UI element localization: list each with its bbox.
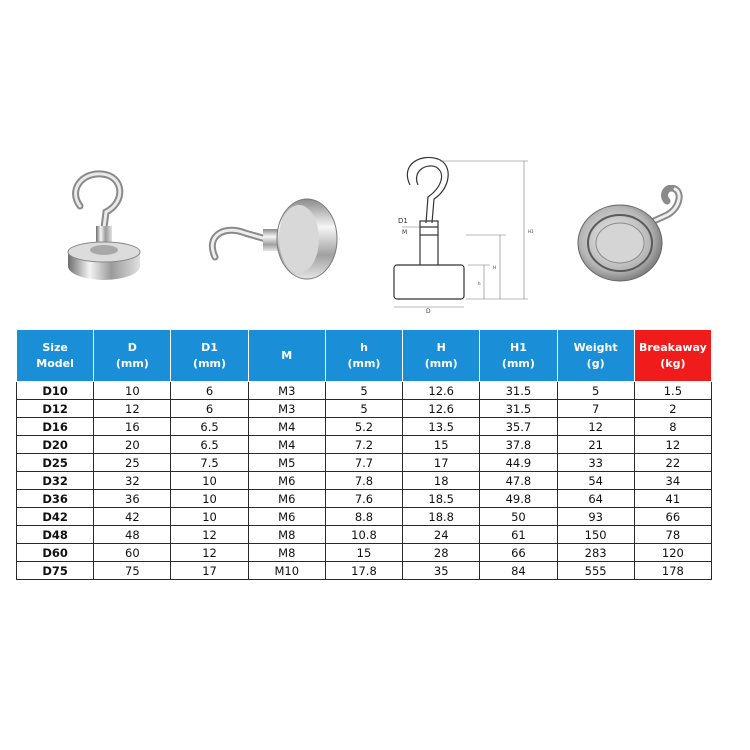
table-cell: 35 [403, 562, 480, 580]
table-cell: 178 [634, 562, 711, 580]
table-cell: 66 [634, 508, 711, 526]
table-cell: 17 [403, 454, 480, 472]
table-cell: M6 [248, 490, 325, 508]
table-row [17, 436, 712, 454]
table-cell: 17 [171, 562, 248, 580]
table-cell: 50 [480, 508, 557, 526]
table-cell-model: D25 [17, 454, 94, 472]
table-cell: 12.6 [403, 382, 480, 400]
table-header-row [17, 330, 712, 382]
product-images [0, 150, 750, 320]
table-cell: 42 [94, 508, 171, 526]
magnetic-hook-side-image [195, 175, 340, 290]
table-body [17, 382, 712, 580]
table-cell: 66 [480, 544, 557, 562]
drawing-label-d: D [426, 308, 431, 315]
table-row [17, 400, 712, 418]
table-row [17, 490, 712, 508]
table-cell: 13.5 [403, 418, 480, 436]
table-cell: M4 [248, 436, 325, 454]
table-cell: 18.8 [403, 508, 480, 526]
table-cell: 21 [557, 436, 634, 454]
table-cell: 283 [557, 544, 634, 562]
table-cell: 12 [171, 544, 248, 562]
table-cell: 25 [94, 454, 171, 472]
table-cell-model: D32 [17, 472, 94, 490]
table-cell: 60 [94, 544, 171, 562]
table-cell-model: D20 [17, 436, 94, 454]
header-d: D (mm) [94, 330, 171, 382]
table-cell: 7.6 [325, 490, 402, 508]
table-cell: 16 [94, 418, 171, 436]
table-cell: 32 [94, 472, 171, 490]
table-cell: 150 [557, 526, 634, 544]
header-h: h (mm) [325, 330, 402, 382]
table-cell: 31.5 [480, 400, 557, 418]
table-cell: 7.8 [325, 472, 402, 490]
header-h-upper: H (mm) [403, 330, 480, 382]
table-cell: 6 [171, 382, 248, 400]
table-cell: M10 [248, 562, 325, 580]
header-d1: D1 (mm) [171, 330, 248, 382]
table-cell: 48 [94, 526, 171, 544]
table-cell: 7 [557, 400, 634, 418]
table-cell: 84 [480, 562, 557, 580]
table-cell: 12 [634, 436, 711, 454]
table-cell: 8 [634, 418, 711, 436]
table-cell: 10 [171, 508, 248, 526]
table-row [17, 544, 712, 562]
table-cell-model: D36 [17, 490, 94, 508]
table-cell: 15 [325, 544, 402, 562]
table-cell-model: D12 [17, 400, 94, 418]
table-cell-model: D42 [17, 508, 94, 526]
table-cell: 17.8 [325, 562, 402, 580]
specification-table [16, 329, 712, 580]
table-cell: 7.2 [325, 436, 402, 454]
header-breakaway: Breakaway (kg) [634, 330, 711, 382]
table-cell: 28 [403, 544, 480, 562]
table-cell-model: D10 [17, 382, 94, 400]
table-row [17, 562, 712, 580]
table-cell: 41 [634, 490, 711, 508]
header-weight: Weight (g) [557, 330, 634, 382]
table-cell: 12 [171, 526, 248, 544]
table-cell: 7.7 [325, 454, 402, 472]
table-cell: 555 [557, 562, 634, 580]
table-cell-model: D16 [17, 418, 94, 436]
table-cell: 6.5 [171, 436, 248, 454]
table-cell: 54 [557, 472, 634, 490]
table-cell: 5.2 [325, 418, 402, 436]
table-cell: 33 [557, 454, 634, 472]
table-cell: 64 [557, 490, 634, 508]
table-cell: 1.5 [634, 382, 711, 400]
table-row [17, 382, 712, 400]
header-m: M [248, 330, 325, 382]
table-cell: 5 [557, 382, 634, 400]
table-cell: 120 [634, 544, 711, 562]
table-cell-model: D48 [17, 526, 94, 544]
table-cell: M5 [248, 454, 325, 472]
table-cell: M3 [248, 400, 325, 418]
table-cell: 22 [634, 454, 711, 472]
table-cell: 8.8 [325, 508, 402, 526]
table-cell: 5 [325, 400, 402, 418]
table-cell: M4 [248, 418, 325, 436]
table-cell: 6 [171, 400, 248, 418]
table-cell: 10 [171, 490, 248, 508]
table-cell: 78 [634, 526, 711, 544]
table-cell: M6 [248, 472, 325, 490]
table-cell: 35.7 [480, 418, 557, 436]
table-cell: M8 [248, 526, 325, 544]
magnetic-hook-front-image [50, 170, 160, 290]
table-cell-model: D75 [17, 562, 94, 580]
drawing-label-h1: H [493, 265, 497, 270]
table-row [17, 508, 712, 526]
drawing-label-h-total: H1 [528, 229, 534, 234]
table-cell: 36 [94, 490, 171, 508]
table-cell: 5 [325, 382, 402, 400]
table-cell: 15 [403, 436, 480, 454]
table-cell: 75 [94, 562, 171, 580]
table-cell: 10.8 [325, 526, 402, 544]
magnetic-hook-back-image [575, 185, 705, 285]
drawing-label-m: M [402, 229, 408, 236]
table-row [17, 526, 712, 544]
table-cell: 34 [634, 472, 711, 490]
dimension-drawing [380, 155, 540, 315]
table-cell: 7.5 [171, 454, 248, 472]
table-cell: M6 [248, 508, 325, 526]
table-cell: 20 [94, 436, 171, 454]
table-cell: 12.6 [403, 400, 480, 418]
table-cell: 10 [171, 472, 248, 490]
header-h1: H1 (mm) [480, 330, 557, 382]
header-size-model: Size Model [17, 330, 94, 382]
table-cell: 93 [557, 508, 634, 526]
table-cell: 31.5 [480, 382, 557, 400]
table-row [17, 418, 712, 436]
table-cell: 47.8 [480, 472, 557, 490]
table-row [17, 472, 712, 490]
table-cell: 2 [634, 400, 711, 418]
table-cell: M8 [248, 544, 325, 562]
table-cell: 6.5 [171, 418, 248, 436]
table-cell: 24 [403, 526, 480, 544]
table-cell: 18.5 [403, 490, 480, 508]
table-cell: 10 [94, 382, 171, 400]
table-cell: 18 [403, 472, 480, 490]
table-cell: 12 [557, 418, 634, 436]
table-cell: 61 [480, 526, 557, 544]
table-cell: 12 [94, 400, 171, 418]
table-cell-model: D60 [17, 544, 94, 562]
table-cell: 44.9 [480, 454, 557, 472]
table-row [17, 454, 712, 472]
table-cell: 37.8 [480, 436, 557, 454]
table-cell: M3 [248, 382, 325, 400]
drawing-label-h: h [478, 281, 481, 286]
drawing-label-d1: D1 [398, 217, 408, 225]
table-cell: 49.8 [480, 490, 557, 508]
